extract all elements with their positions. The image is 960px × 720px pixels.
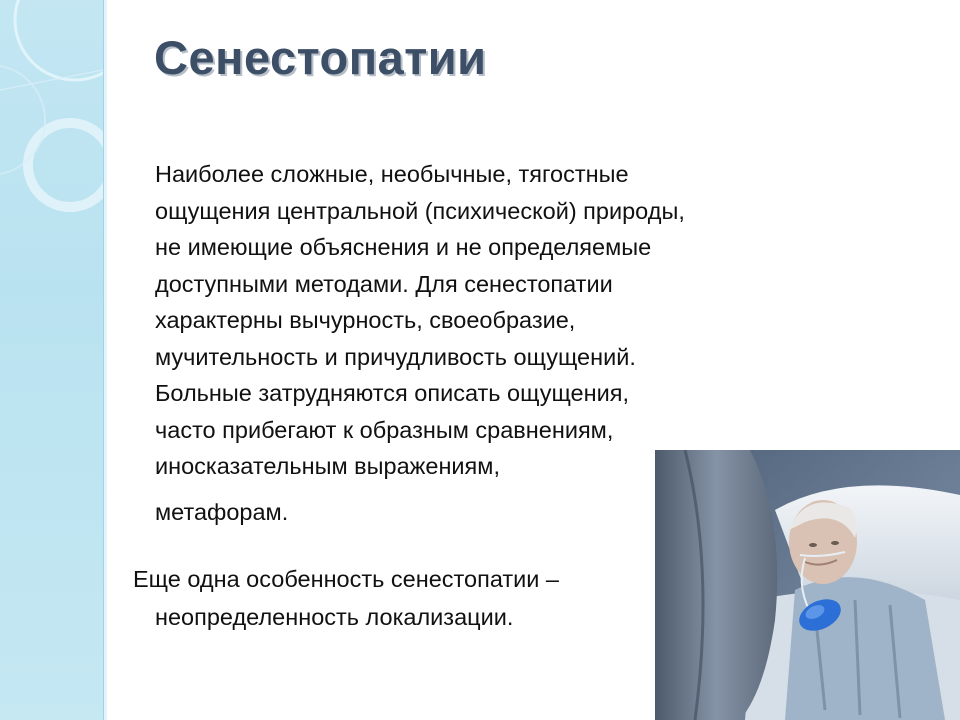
paragraph-line: часто прибегают к образным сравнениям, [155,416,614,443]
decorative-side-strip [0,0,103,720]
paragraph-line: мучительность и причудливость ощущений. [155,343,636,370]
paragraph-line: характерны вычурность, своеобразие, [155,307,576,333]
paragraph-line: доступными методами. Для сенестопатии [155,270,613,297]
paragraph-line: ощущения центральной (психической) природы, [155,197,685,224]
paragraph-line: неопределенность локализации. [155,604,514,630]
paragraph-line: иносказательным выражениям, [155,453,500,479]
patient-in-hospital-bed-photo [655,450,960,720]
localization-paragraph [133,560,559,636]
paragraph-line: Наиболее сложные, необычные, тягостные [155,161,629,187]
paragraph-line: метафорам. [155,498,289,525]
paragraph-line: не имеющие объяснения и не определяемые [155,234,652,260]
paragraph-line: Еще одна особенность сенестопатии – [133,566,559,592]
decorative-circles [0,0,103,720]
paragraph-line: Больные затрудняются описать ощущения, [155,380,629,406]
photo-illustration [655,450,960,720]
slide-title: Сенестопатии [154,31,487,84]
strip-divider [103,0,107,720]
